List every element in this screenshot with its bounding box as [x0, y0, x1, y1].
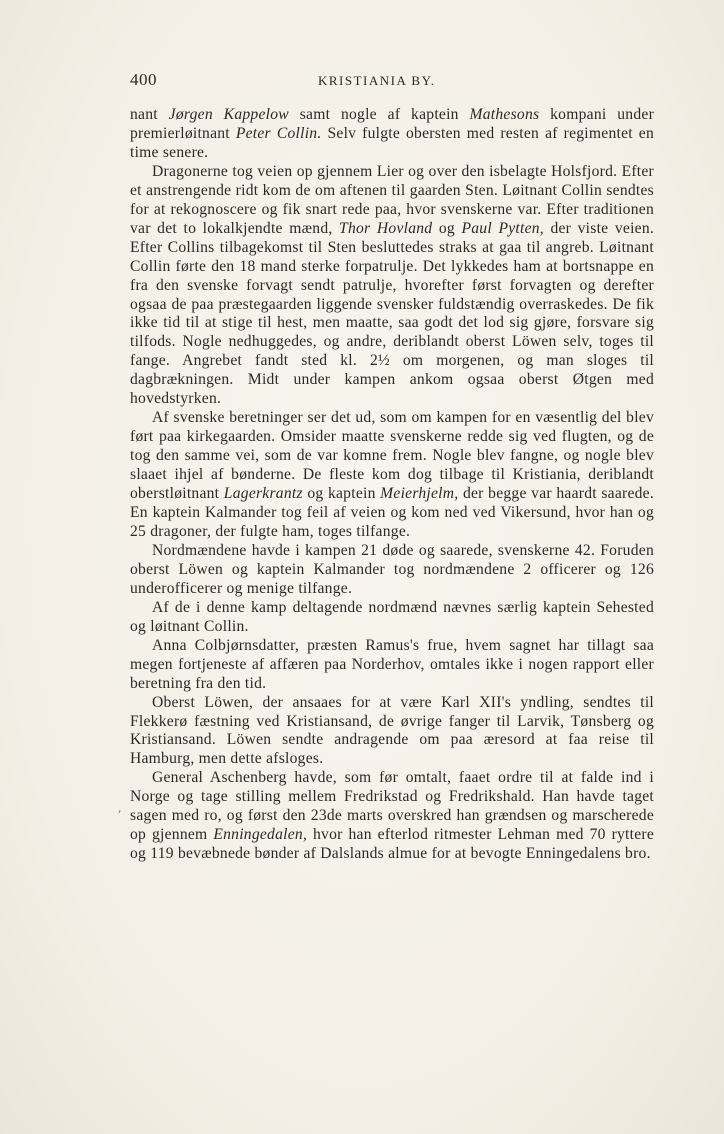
italic-name: Meierhjelm,: [380, 485, 459, 503]
paragraph: [130, 542, 654, 599]
text-run: Selv fulgte obersten med resten af regimentet en time senere.: [130, 124, 655, 161]
italic-name: Thor Hovland: [339, 219, 433, 237]
paragraph: [130, 637, 654, 694]
italic-name: Peter Collin.: [235, 124, 322, 142]
body-text: [130, 106, 654, 864]
paragraph: [130, 163, 654, 409]
paragraph: [130, 599, 654, 637]
text-run: og kaptein: [302, 485, 381, 503]
text-run: der begge var haardt saarede. En kaptein Kalmander tog feil af veien og kom ned ved Vikersund, hvor han og 25 dragoner, der fulgte ham, toges tilfange.: [130, 485, 655, 540]
running-title: KRISTIANIA BY.: [318, 73, 436, 88]
text-run: General Aschenberg havde, som før omtalt, faaet ordre til at falde ind i Norge og tage stilling mellem Fredrikstad og Fredrikshald. Han havde taget sagen med ro, og først den 23de marts overskred han grændsen og marscherede op gjennem: [130, 769, 654, 844]
text-run: Af de i denne kamp deltagende nordmænd nævnes særlig kaptein Sehested og løitnant Collin.: [130, 598, 654, 635]
paragraph: [130, 409, 654, 542]
text-run: og: [432, 219, 462, 237]
italic-name: Paul Pytten,: [461, 219, 544, 237]
text-run: Af svenske beretninger ser det ud, som om kampen for en væsentlig del blev ført paa kirkegaarden. Omsider maatte svenskerne redde sig ved flugten, og de tog den samme vei, som de var komne frem. Nogle blev fangne, og nogle blev slaaet ihjel af bønderne. De fleste kom dog tilbage til Kristiania, deriblandt oberstløitnant: [130, 409, 654, 503]
text-run: der viste veien. Efter Collins tilbagekomst til Sten besluttedes straks at gaa til angreb. Løitnant Collin førte den 18 mand sterke forpatrulje. Det lykkedes ham at bortsnappe en fra den svenske forvagt sendt patrulje, hvorefter først forvagten og derefter ogsaa de paa præstegaarden liggende svensker fuldstændig overraskedes. De fik ikke tid til at stige til hest, men maatte, saa godt det lod sig gjøre, forsvare sig tilfods. Nogle nedhuggedes, og andre, deriblandt oberst Löwen selv, toges til fange. Angrebet fandt sted kl. 2½ om morgenen, og man sloges til dagbrækningen. Midt under kampen ankom ogsaa oberst Øtgen med hovedstyrken.: [130, 219, 655, 408]
italic-name: Enningedalen,: [213, 826, 308, 844]
italic-name: Mathesons: [469, 106, 540, 123]
text-run: hvor han efterlod ritmester Lehman med 70 ryttere og 119 bevæbnede bønder af Dalslands almue for at bevogte Enningedalens bro.: [130, 826, 655, 863]
page-number: 400: [130, 70, 157, 89]
text-run: kompani under premierløitnant: [130, 106, 655, 142]
text-run: Anna Colbjørnsdatter, præsten Ramus's frue, hvem sagnet har tillagt saa megen fortjeneste af affæren paa Norderhov, omtales ikke i nogen rapport eller beretning fra den tid.: [130, 636, 654, 692]
paragraph: [130, 769, 654, 864]
text-run: Dragonerne tog veien op gjennem Lier og over den isbelagte Holsfjord. Efter et anstrengende ridt kom de om aftenen til gaarden Sten. Løitnant Collin sendtes for at rekognoscere og fik snart rede paa, hvor svenskerne var. Efter traditionen var det to lokalkjendte mænd,: [130, 162, 654, 237]
text-run: samt nogle af kaptein: [288, 106, 470, 123]
text-run: Nordmændene havde i kampen 21 døde og saarede, svenskerne 42. Foruden oberst Löwen og kaptein Kalmander tog nordmændene 2 officerer og 126 underofficerer og menige tilfange.: [130, 541, 654, 597]
paragraph: [130, 106, 654, 163]
paragraph: [130, 694, 654, 770]
text-run: Oberst Löwen, der ansaaes for at være Karl XII's yndling, sendtes til Flekkerø fæstning ved Kristiansand, de øvrige fanger til Larvik, Tønsberg og Kristiansand. Löwen sendte andragende om paa æresord at faa reise til Hamburg, men dette afsloges.: [130, 693, 654, 768]
page-header: [130, 70, 654, 94]
text-run: nant: [130, 106, 169, 123]
italic-name: Jørgen Kappelow: [168, 106, 289, 123]
margin-mark: ,: [118, 802, 122, 815]
italic-name: Lagerkrantz: [223, 485, 303, 503]
